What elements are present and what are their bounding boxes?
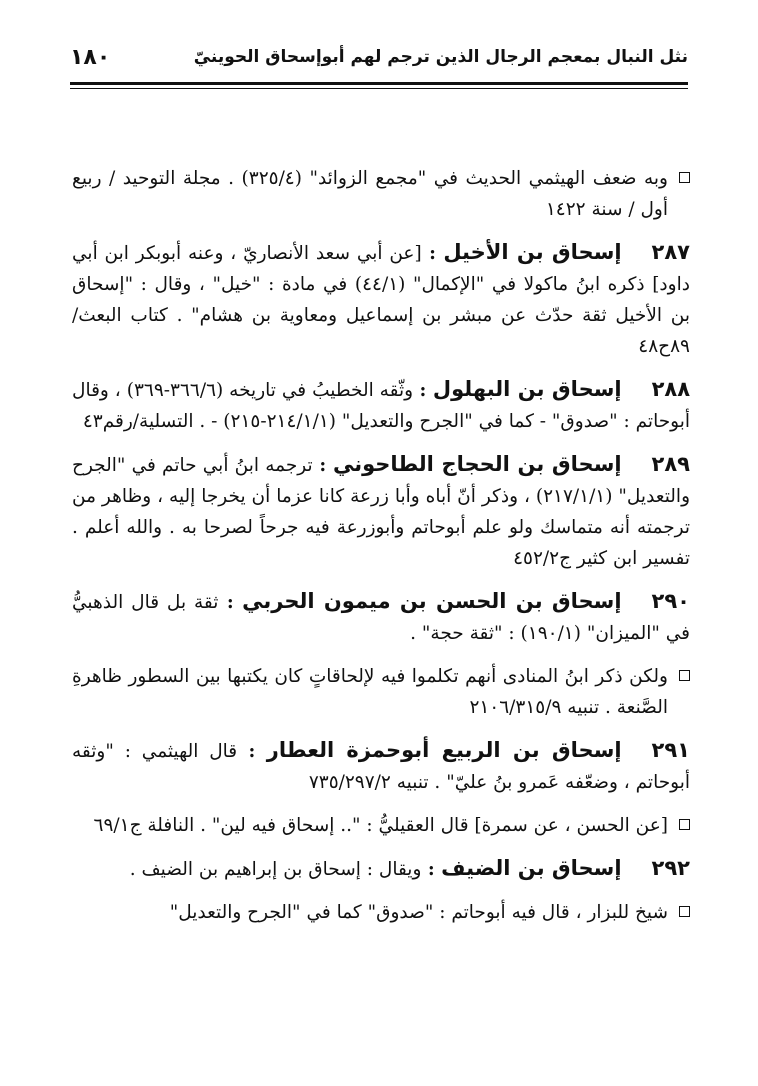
- entry-number: ٢٨٩: [651, 452, 690, 476]
- entry-287: [72, 237, 690, 362]
- bullet-paragraph: [72, 661, 690, 723]
- bullet-paragraph: [72, 810, 690, 841]
- entry-colon: :: [312, 455, 333, 476]
- page-number: ١٨٠: [70, 44, 111, 70]
- page-header: [70, 40, 688, 74]
- entry-290: [72, 586, 690, 649]
- entry-number: ٢٩٢: [651, 856, 690, 880]
- entry-text: [عن أبي سعد الأنصاريّ ، وعنه أبوبكر ابن أبي داود] ذكره ابنُ ماكولا في "الإكمال" (٤٤/١) في مادة : "خيل" ، وقال : "إسحاق بن الأخيل ثقة حدّث عن مبشر بن إسماعيل ومعاوية بن هشام" . كتاب البعث/٨٩ح٤٨: [72, 243, 690, 357]
- entry-number: ٢٩٠: [651, 589, 690, 613]
- entry-292: [72, 853, 690, 885]
- paragraph-text: [عن الحسن ، عن سمرة] قال العقيليُّ : ".. إسحاق فيه لين" . النافلة ج٦٩/١: [93, 815, 668, 836]
- paragraph-text: وبه ضعف الهيثمي الحديث في "مجمع الزوائد" (٣٢٥/٤) . مجلة التوحيد / ربيع أول / سنة ١٤٢٢: [72, 168, 668, 220]
- entry-text: ترجمه ابنُ أبي حاتم في "الجرح والتعديل" (٢١٧/١/١) ، وذكر أنّ أباه وأبا زرعة كانا عزما أن يخرجا إليه ، وظاهر من ترجمته أنه متماسك ولو علم أبوحاتم وأبوزرعة فيه جرحاً لصرحا به . والله أعلم . تفسير ابن كثير ج٤٥٢/٢: [72, 455, 690, 569]
- entry-colon: :: [421, 859, 442, 880]
- entry-name: إسحاق بن الحسن بن ميمون الحربي: [242, 589, 622, 613]
- header-rule-thick: [70, 82, 688, 85]
- entry-name: إسحاق بن البهلول: [432, 377, 622, 401]
- entry-text: ثقة بل قال الذهبيُّ في "الميزان" (١٩٠/١) : "ثقة حجة" .: [72, 592, 690, 644]
- entry-number: ٢٨٨: [651, 377, 691, 401]
- entry-name: إسحاق بن الحجاج الطاحوني: [333, 452, 622, 476]
- entry-name: إسحاق بن الأخيل: [443, 240, 622, 264]
- entry-291: [72, 735, 690, 798]
- bullet-paragraph: [72, 163, 690, 225]
- entry-colon: :: [413, 380, 433, 401]
- paragraph-text: ولكن ذكر ابنُ المنادى أنهم تكلموا فيه لإلحاقاتٍ كان يكتبها بين السطور ظاهرةِ الصَّنعة . تنبيه ٢١٠٦/٣١٥/٩: [72, 666, 668, 718]
- entry-number: ٢٨٧: [651, 240, 690, 264]
- entry-text: قال الهيثمي : "وثقه أبوحاتم ، وضعّفه عَمرو بنُ عليّ" . تنبيه ٧٣٥/٢٩٧/٢: [72, 741, 690, 793]
- square-bullet-icon: [679, 172, 690, 183]
- paragraph-text: شيخ للبزار ، قال فيه أبوحاتم : "صدوق" كما في "الجرح والتعديل": [169, 902, 668, 923]
- square-bullet-icon: [679, 906, 690, 917]
- entry-colon: :: [218, 592, 243, 613]
- entry-289: [72, 449, 690, 574]
- entry-number: ٢٩١: [651, 738, 690, 762]
- entry-text: وثّقه الخطيبُ في تاريخه (٣٦٦/٦-٣٦٩) ، وقال أبوحاتم : "صدوق" - كما في "الجرح والتعديل" (٢١٤/١/١-٢١٥) - . التسلية/رقم٤٣: [72, 380, 690, 432]
- page-body: [72, 163, 690, 940]
- bullet-paragraph: [72, 897, 690, 928]
- square-bullet-icon: [679, 819, 690, 830]
- entry-text: ويقال : إسحاق بن إبراهيم بن الضيف .: [129, 859, 422, 880]
- square-bullet-icon: [679, 670, 690, 681]
- entry-colon: :: [237, 741, 267, 762]
- entry-288: [72, 374, 690, 437]
- entry-colon: :: [421, 243, 444, 264]
- running-title: نثل النبال بمعجم الرجال الذين ترجم لهم أبوإسحاق الحوينيّ: [193, 47, 688, 67]
- header-rule-thin: [70, 88, 688, 89]
- entry-name: إسحاق بن الربيع أبوحمزة العطار: [266, 738, 622, 762]
- entry-name: إسحاق بن الضيف: [441, 856, 622, 880]
